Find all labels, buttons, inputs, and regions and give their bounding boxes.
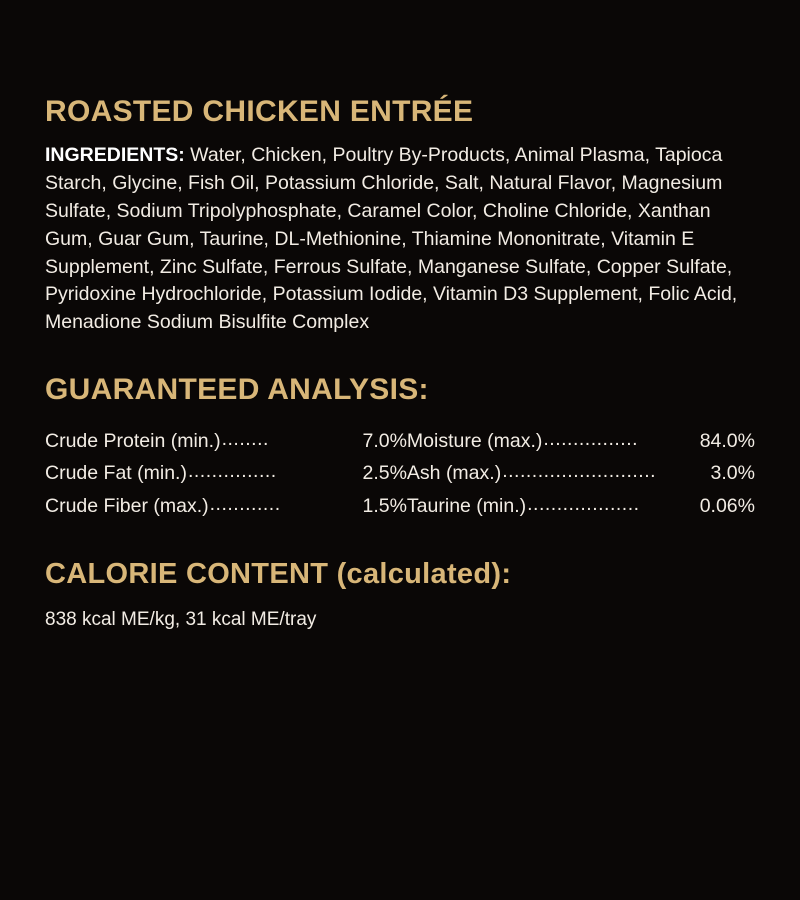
nutrient-name: Taurine (min.) — [406, 494, 527, 517]
ingredients-label: INGREDIENTS: — [45, 144, 185, 166]
product-title: ROASTED CHICKEN ENTRÉE — [45, 95, 474, 128]
table-row — [407, 493, 755, 519]
guaranteed-analysis-left-column — [45, 428, 407, 519]
guaranteed-analysis-right-column — [407, 428, 755, 519]
nutrient-name: Crude Fiber (max.) — [45, 494, 209, 517]
nutrient-value: 0.06% — [699, 494, 755, 517]
calorie-content-value: 838 kcal ME/kg, 31 kcal ME/tray — [45, 608, 317, 630]
nutrient-value: 84.0% — [699, 430, 755, 453]
nutrient-name: Crude Fat (min.) — [45, 462, 187, 485]
nutrient-name: Crude Protein (min.) — [45, 430, 221, 453]
table-row — [45, 493, 407, 519]
leader-dots: .......................... — [502, 462, 657, 482]
leader-dots: ................... — [527, 494, 640, 515]
leader-dots: ........ — [221, 430, 269, 450]
ingredients-paragraph — [45, 142, 755, 337]
table-row — [407, 428, 755, 454]
nutrient-value: 2.5% — [362, 462, 407, 485]
leader-dots: ................ — [543, 430, 639, 450]
nutrient-name: Ash (max.) — [406, 462, 502, 485]
table-row — [407, 460, 755, 486]
calorie-content-heading: CALORIE CONTENT (calculated): — [45, 558, 512, 591]
leader-dots: ............... — [187, 462, 277, 482]
nutrient-value: 1.5% — [362, 494, 407, 517]
nutrient-value: 3.0% — [710, 462, 755, 485]
leader-dots: ............ — [209, 494, 281, 515]
nutrient-value: 7.0% — [362, 430, 407, 453]
nutrient-name: Moisture (max.) — [406, 430, 543, 453]
guaranteed-analysis-heading: GUARANTEED ANALYSIS: — [45, 373, 429, 407]
ingredients-text: Water, Chicken, Poultry By-Products, Animal Plasma, Tapioca Starch, Glycine, Fish Oil, Potassium Chloride, Salt, Natural Flavor, Magnesium Sulfate, Sodium Tripolyphosphate, Caramel Color, Choline Chloride, Xanthan Gum, Guar Gum, Taurine, DL-Methionine, Thiamine Mononitrate, Vitamin E Supplement, Zinc Sulfate, Ferrous Sulfate, Manganese Sulfate, Copper Sulfate, Pyridoxine Hydrochloride, Potassium Iodide, Vitamin D3 Supplement, Folic Acid, Menadione Sodium Bisulfite Complex — [45, 144, 738, 334]
table-row — [45, 460, 407, 486]
guaranteed-analysis-table — [45, 428, 755, 519]
table-row — [45, 428, 407, 454]
